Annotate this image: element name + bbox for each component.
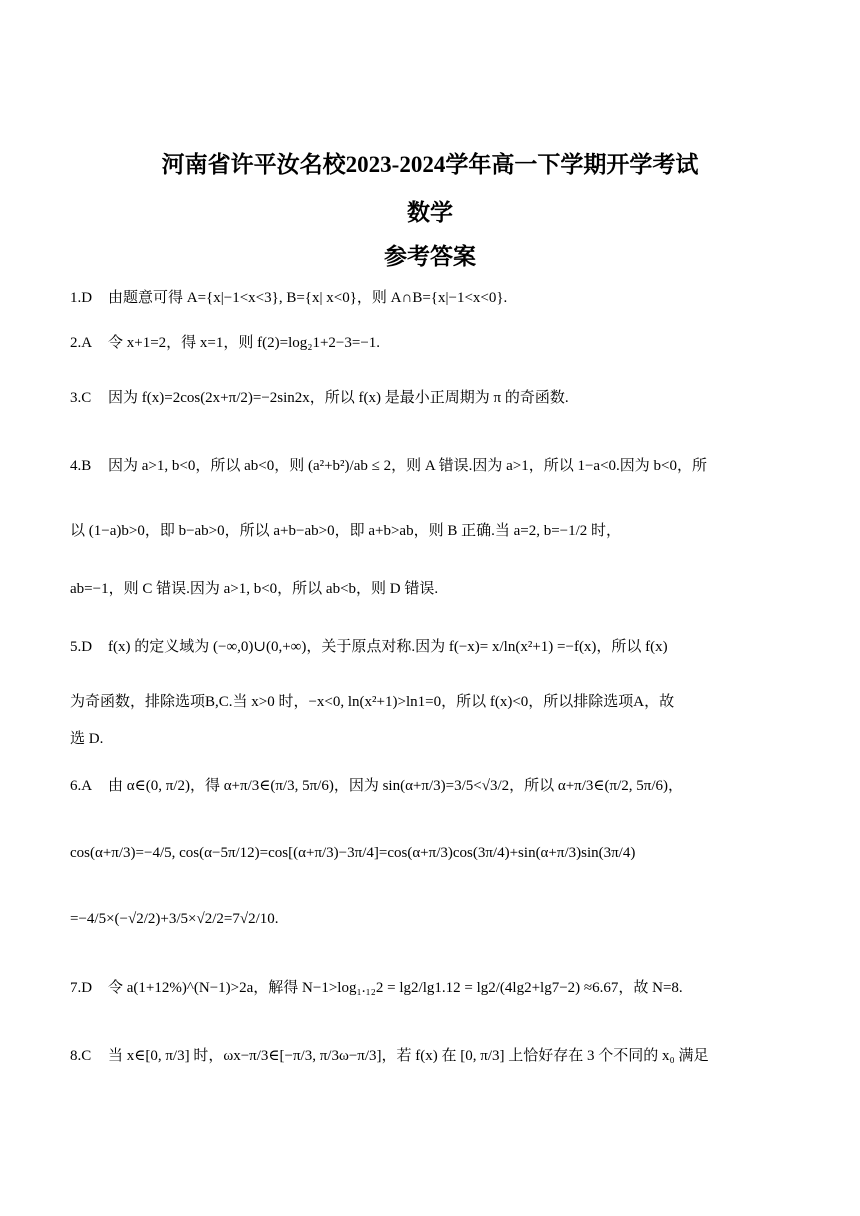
answer-8	[70, 1046, 790, 1066]
answer-text: 由题意可得 A={x|−1<x<3}, B={x| x<0}，则 A∩B={x|−1<x<0}.	[108, 290, 508, 306]
answer-number: 2.A	[70, 335, 93, 351]
answer-4	[70, 456, 790, 476]
subject-title: 数学	[407, 200, 453, 225]
answer-5-line-3: 选 D.	[70, 731, 104, 747]
answer-number: 1.D	[70, 290, 93, 306]
answer-5-line-2: 为奇函数，排除选项B,C.当 x>0 时，−x<0, ln(x²+1)>ln1=0，所以 f(x)<0，所以排除选项A，故	[70, 694, 675, 710]
answer-text: f(x) 的定义域为 (−∞,0)∪(0,+∞)，关于原点对称.因为 f(−x)= x/ln(x²+1) =−f(x)，所以 f(x)	[108, 639, 668, 655]
answer-4-line-2: 以 (1−a)b>0，即 b−ab>0，所以 a+b−ab>0，即 a+b>ab，则 B 正确.当 a=2, b=−1/2 时，	[70, 523, 622, 539]
answer-number: 6.A	[70, 778, 93, 794]
answer-number: 3.C	[70, 390, 92, 406]
answer-text: 由 α∈(0, π/2)，得 α+π/3∈(π/3, 5π/6)，因为 sin(α+π/3)=3/5<√3/2，所以 α+π/3∈(π/2, 5π/6)，	[108, 778, 684, 794]
answer-5	[70, 637, 790, 657]
answer-2	[70, 333, 790, 353]
answer-key-title: 参考答案	[384, 244, 476, 269]
answer-number: 5.D	[70, 639, 93, 655]
answer-text: 当 x∈[0, π/3] 时，ωx−π/3∈[−π/3, π/3ω−π/3]，若 f(x) 在 [0, π/3] 上恰好存在 3 个不同的 x₀ 满足	[108, 1048, 709, 1064]
answer-3	[70, 388, 790, 408]
answer-number: 7.D	[70, 980, 93, 996]
answer-text: 令 x+1=2，得 x=1，则 f(2)=log₂1+2−3=−1.	[108, 335, 381, 351]
answer-number: 4.B	[70, 458, 92, 474]
answer-number: 8.C	[70, 1048, 92, 1064]
answer-text: 因为 a>1, b<0，所以 ab<0，则 (a²+b²)/ab ≤ 2，则 A 错误.因为 a>1，所以 1−a<0.因为 b<0，所	[108, 458, 708, 474]
document-title: 河南省许平汝名校2023-2024学年高一下学期开学考试	[161, 152, 699, 177]
answer-7	[70, 978, 790, 998]
answer-6	[70, 776, 790, 796]
answer-6-line-2: cos(α+π/3)=−4/5, cos(α−5π/12)=cos[(α+π/3)−3π/4]=cos(α+π/3)cos(3π/4)+sin(α+π/3)sin(3π/4)	[70, 845, 636, 861]
answer-6-line-3: =−4/5×(−√2/2)+3/5×√2/2=7√2/10.	[70, 911, 279, 927]
answer-4-line-3: ab=−1，则 C 错误.因为 a>1, b<0，所以 ab<b，则 D 错误.	[70, 581, 439, 597]
answer-text: 因为 f(x)=2cos(2x+π/2)=−2sin2x，所以 f(x) 是最小正周期为 π 的奇函数.	[108, 390, 569, 406]
answer-1	[70, 288, 790, 308]
answer-text: 令 a(1+12%)^(N−1)>2a，解得 N−1>log₁.₁₂2 = lg2/lg1.12 = lg2/(4lg2+lg7−2) ≈6.67，故 N=8.	[108, 980, 683, 996]
